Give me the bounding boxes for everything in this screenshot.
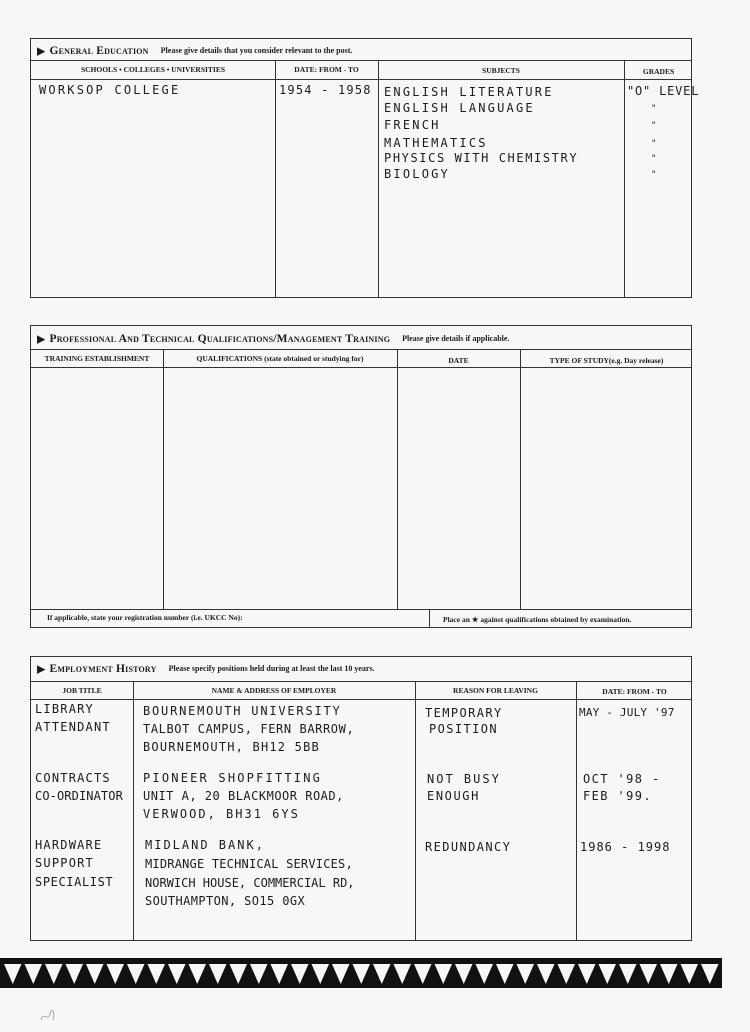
section-arrow-icon: ▶ xyxy=(37,663,46,676)
divider xyxy=(576,681,577,940)
col-header-grades: GRADES xyxy=(642,67,675,76)
school-name: WORKSOP COLLEGE xyxy=(39,83,181,97)
col-header-qualifications: QUALIFICATIONS (state obtained or studying for) xyxy=(196,354,364,363)
divider xyxy=(31,681,691,682)
col-header-schools: SCHOOLS • COLLEGES • UNIVERSITIES xyxy=(80,65,226,74)
decorative-triangle-border xyxy=(0,958,722,988)
employer-line: TALBOT CAMPUS, FERN BARROW, xyxy=(143,722,355,736)
job-title: SUPPORT xyxy=(35,856,94,870)
divider xyxy=(31,367,691,368)
examination-note: Place an ★ against qualifications obtained by examination. xyxy=(443,615,632,624)
divider xyxy=(163,349,164,609)
job-title: CO-ORDINATOR xyxy=(35,789,123,803)
col-header-employer: NAME & ADDRESS OF EMPLOYER xyxy=(211,686,337,695)
grade-item: " xyxy=(651,104,659,114)
grade-item: " xyxy=(651,139,659,149)
date-line: MAY - JULY '97 xyxy=(579,706,675,719)
grade-item: "O" LEVEL xyxy=(627,84,700,98)
job-title: HARDWARE xyxy=(35,838,103,852)
subject-item: ENGLISH LANGUAGE xyxy=(384,101,535,115)
school-dates: 1954 - 1958 xyxy=(279,83,372,97)
employer-line: PIONEER SHOPFITTING xyxy=(143,771,323,785)
registration-number-label: If applicable, state your registration number (i.e. UKCC No): xyxy=(47,613,243,622)
job-title: ATTENDANT xyxy=(35,720,111,734)
col-header-date: DATE: FROM - TO xyxy=(294,65,359,74)
section-arrow-icon: ▶ xyxy=(37,333,46,346)
divider xyxy=(31,609,691,610)
job-title: CONTRACTS xyxy=(35,771,111,785)
grade-item: " xyxy=(651,154,659,164)
section-title: Employment History xyxy=(49,662,157,675)
section-note: Please give details that you consider relevant to the post. xyxy=(160,46,353,56)
section-note: Please specify positions held during at least the last 10 years. xyxy=(168,664,375,674)
employer-line: BOURNEMOUTH UNIVERSITY xyxy=(143,704,342,718)
col-header-job: JOB TITLE xyxy=(62,686,102,695)
section-arrow-icon: ▶ xyxy=(37,45,46,58)
divider xyxy=(31,349,691,350)
employer-line: UNIT A, 20 BLACKMOOR ROAD, xyxy=(143,789,344,803)
date-line: FEB '99. xyxy=(583,789,652,803)
divider xyxy=(378,60,379,297)
job-title: SPECIALIST xyxy=(35,875,114,889)
col-header-date: DATE: FROM - TO xyxy=(602,687,667,696)
section-title: General Education xyxy=(49,44,149,57)
section-note: Please give details if applicable. xyxy=(402,334,510,344)
general-education-header xyxy=(37,42,352,60)
employer-line: NORWICH HOUSE, COMMERCIAL RD, xyxy=(145,876,355,890)
subject-item: ENGLISH LITERATURE xyxy=(384,85,554,99)
divider xyxy=(133,681,134,940)
col-header-reason: REASON FOR LEAVING xyxy=(453,686,538,695)
employer-line: BOURNEMOUTH, BH12 5BB xyxy=(143,740,320,754)
divider xyxy=(415,681,416,940)
employer-line: MIDLAND BANK, xyxy=(145,838,265,852)
professional-header xyxy=(37,330,509,348)
employer-line: MIDRANGE TECHNICAL SERVICES, xyxy=(145,857,353,871)
divider xyxy=(31,699,691,700)
reason-line: POSITION xyxy=(429,722,498,736)
subject-item: BIOLOGY xyxy=(384,167,450,181)
col-header-subjects: SUBJECTS xyxy=(482,66,520,75)
divider xyxy=(31,60,691,61)
divider xyxy=(520,349,521,609)
job-title: LIBRARY xyxy=(35,702,94,716)
section-title: Professional And Technical Qualifications/Management Training xyxy=(49,332,391,345)
date-line: 1986 - 1998 xyxy=(580,840,671,854)
col-header-date: DATE xyxy=(448,356,469,365)
employer-line: VERWOOD, BH31 6YS xyxy=(143,807,300,821)
general-education-section xyxy=(30,38,700,298)
divider xyxy=(624,60,625,297)
subject-item: FRENCH xyxy=(384,118,441,132)
divider xyxy=(397,349,398,609)
stray-mark xyxy=(38,1008,58,1024)
reason-line: ENOUGH xyxy=(427,789,480,803)
professional-section xyxy=(30,325,692,628)
col-header-type: TYPE OF STUDY(e.g. Day release) xyxy=(549,356,664,365)
employment-header xyxy=(37,660,375,678)
reason-line: REDUNDANCY xyxy=(425,840,512,854)
divider xyxy=(275,60,276,297)
reason-line: TEMPORARY xyxy=(425,706,503,720)
divider xyxy=(31,79,691,80)
grade-item: " xyxy=(651,121,659,131)
reason-line: NOT BUSY xyxy=(427,772,501,786)
subject-item: PHYSICS WITH CHEMISTRY xyxy=(384,151,579,165)
col-header-establishment: TRAINING ESTABLISHMENT xyxy=(44,354,150,363)
subject-item: MATHEMATICS xyxy=(384,136,488,150)
date-line: OCT '98 - xyxy=(583,772,661,786)
employment-section xyxy=(30,656,692,941)
grade-item: " xyxy=(651,170,659,180)
employer-line: SOUTHAMPTON, SO15 0GX xyxy=(145,894,306,908)
divider xyxy=(429,609,430,627)
